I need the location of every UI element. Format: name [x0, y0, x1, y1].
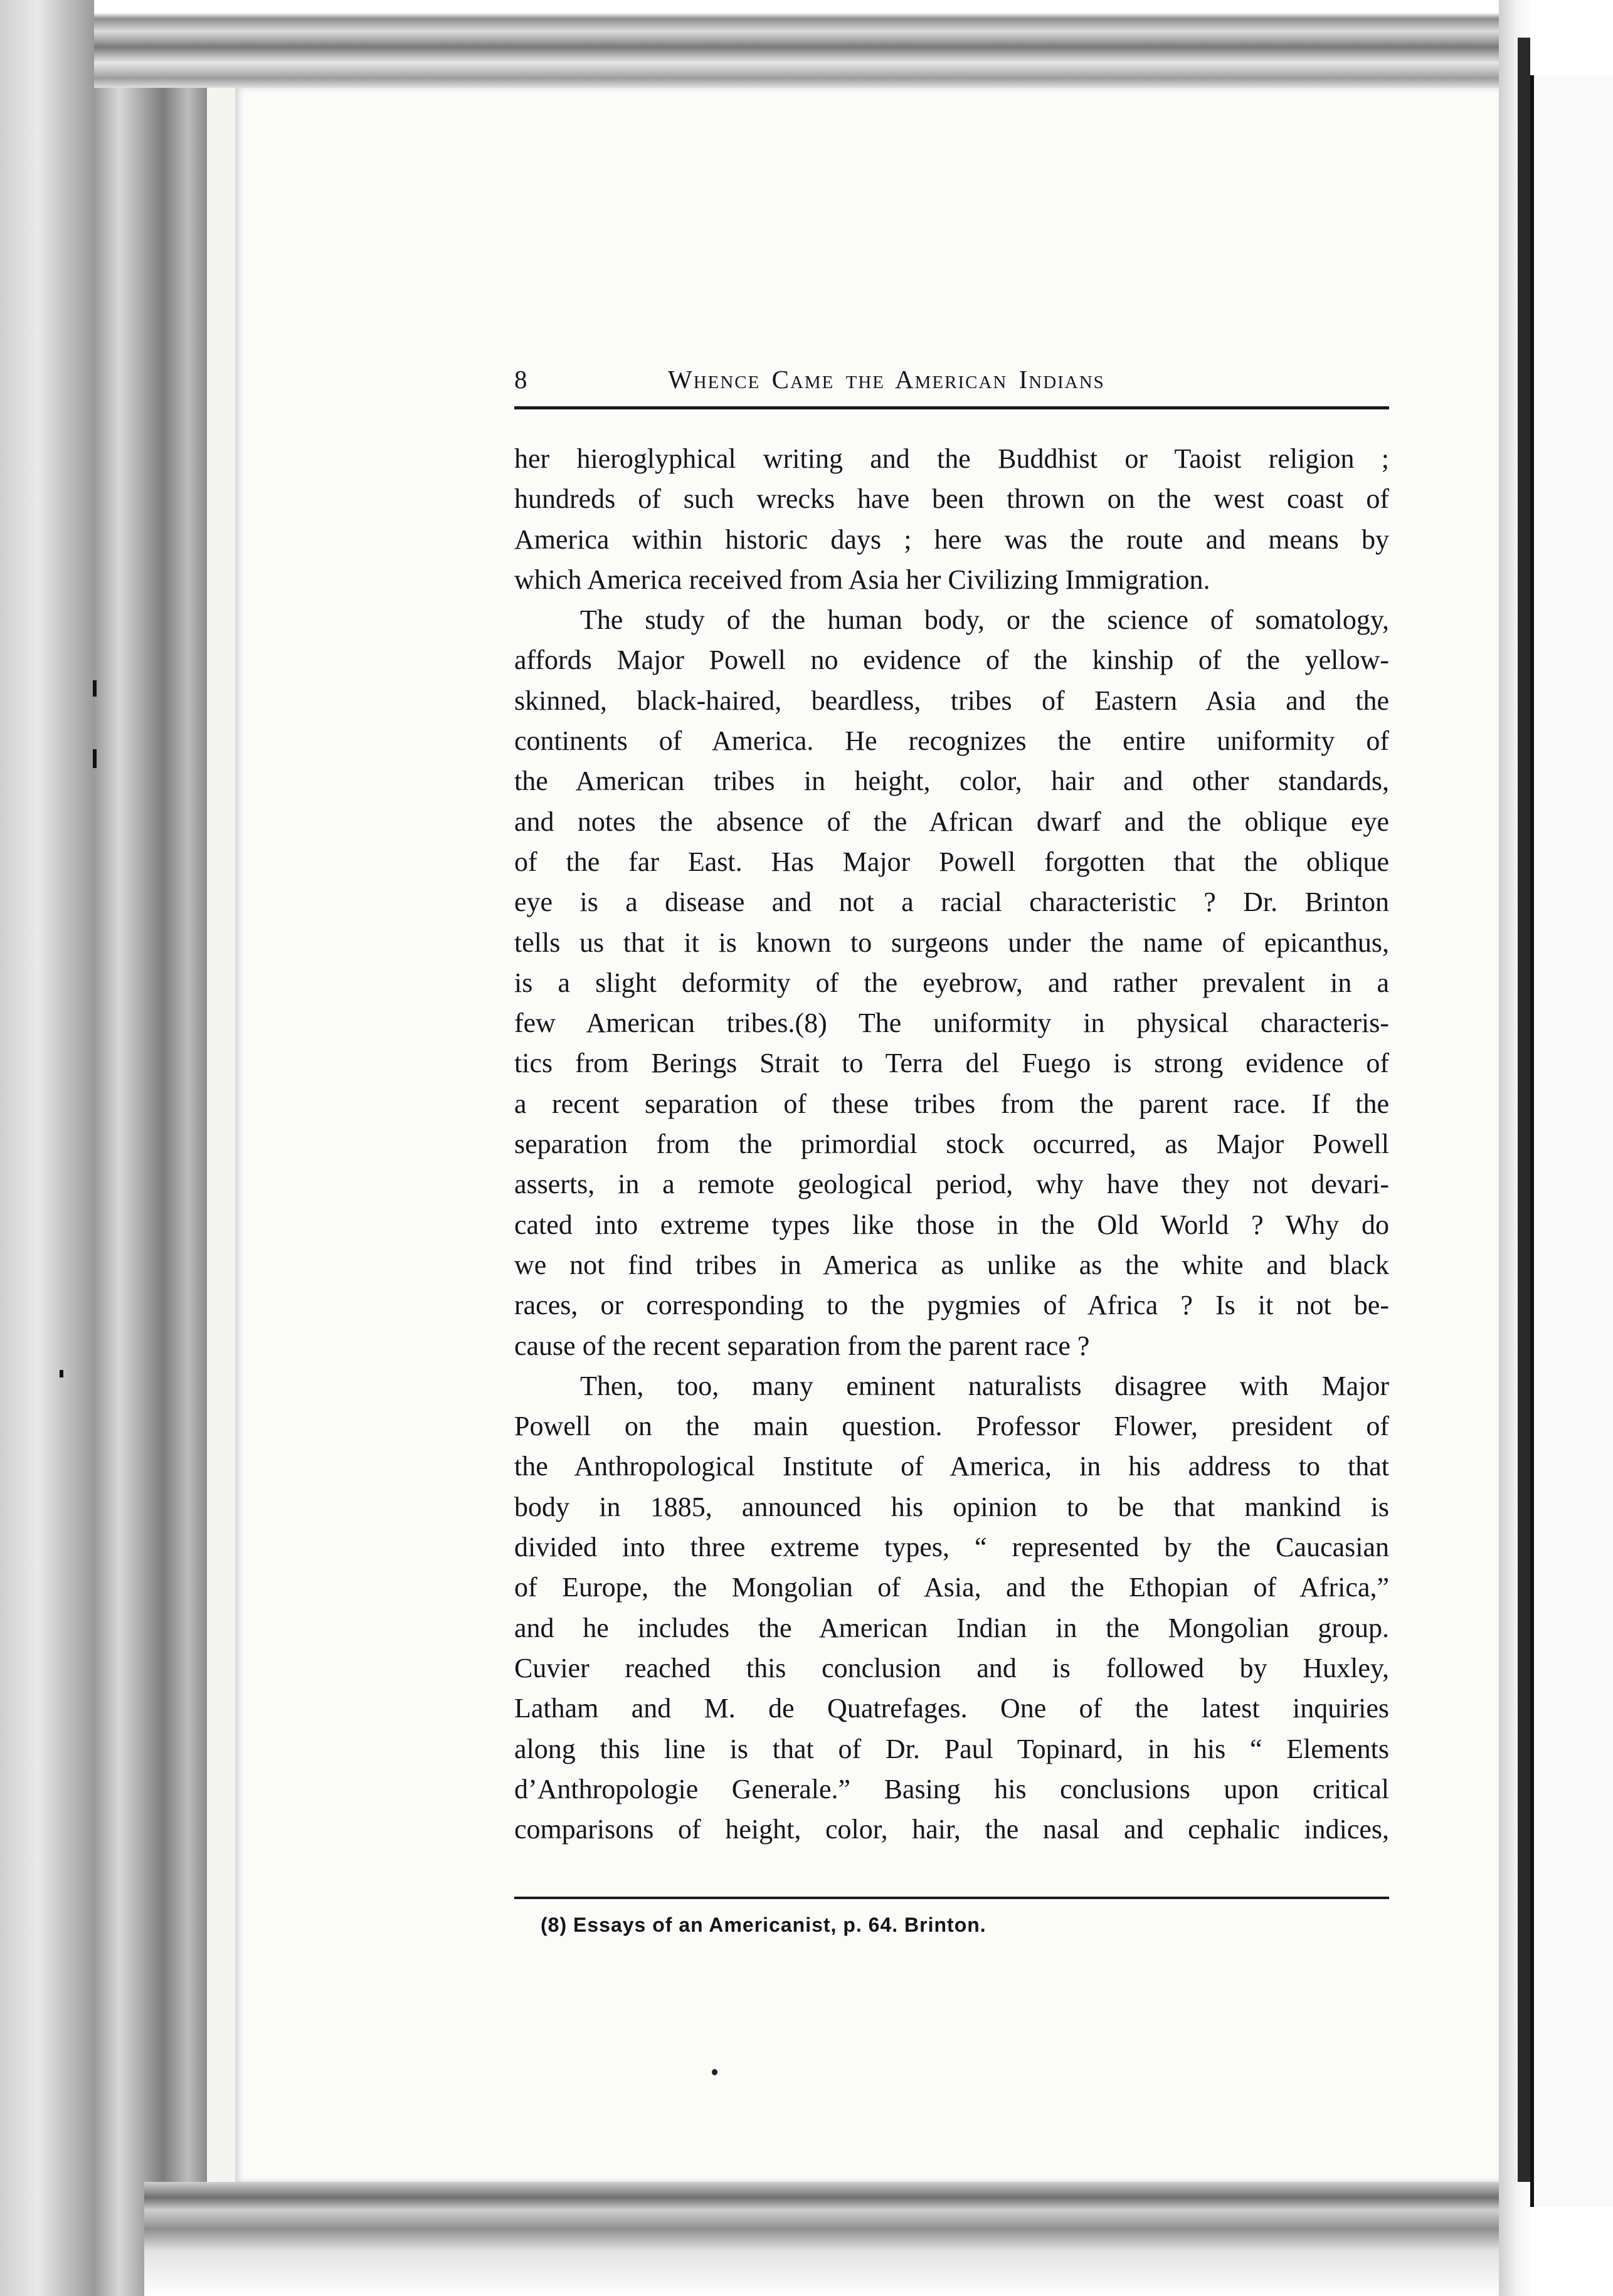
text-line: continents of America. He recognizes the entire uniformity of [514, 725, 1389, 757]
text-line: comparisons of height, color, hair, the nasal and cephalic indices, [514, 1814, 1389, 1845]
page-edge-shadow [1518, 38, 1530, 2182]
text-line: of Europe, the Mongolian of Asia, and the Ethopian of Africa,” [514, 1572, 1389, 1603]
text-line: races, or corresponding to the pygmies of Africa ? Is it not be- [514, 1290, 1389, 1321]
running-head [514, 354, 1389, 404]
text-line: Then, too, many eminent naturalists disagree with Major [580, 1370, 1389, 1401]
text-line: d’Anthropologie Generale.” Basing his conclusions upon critical [514, 1773, 1389, 1804]
text-line: tells us that it is known to surgeons under the name of epicanthus, [514, 927, 1389, 958]
body-text [514, 439, 1389, 1850]
top-page-edge [94, 0, 1518, 88]
margin-mark [60, 1370, 63, 1377]
text-line: along this line is that of Dr. Paul Topinard, in his “ Elements [514, 1733, 1389, 1764]
text-line: eye is a disease and not a racial characteristic ? Dr. Brinton [514, 887, 1389, 918]
header-rule [514, 406, 1389, 409]
text-line: hundreds of such wrecks have been thrown on the west coast of [514, 483, 1389, 515]
text-line: which America received from Asia her Civilizing Immigration. [514, 564, 1210, 595]
footnote: (8) Essays of an Americanist, p. 64. Brinton. [541, 1914, 986, 1936]
text-line: a recent separation of these tribes from the parent race. If the [514, 1088, 1389, 1119]
footnote-rule [514, 1897, 1389, 1899]
text-line: and notes the absence of the African dwarf and the oblique eye [514, 806, 1389, 837]
bottom-page-edge [144, 2182, 1499, 2296]
adjacent-page-edge [1530, 0, 1613, 2296]
margin-mark [93, 749, 97, 768]
book-binding-edge [0, 0, 207, 2296]
text-line: divided into three extreme types, “ represented by the Caucasian [514, 1532, 1389, 1563]
text-line: cated into extreme types like those in the Old World ? Why do [514, 1209, 1389, 1240]
text-line: Powell on the main question. Professor Flower, president of [514, 1411, 1389, 1442]
running-title: Whence Came the American Indians [668, 365, 1105, 394]
text-line: body in 1885, announced his opinion to be that mankind is [514, 1491, 1389, 1522]
text-line: few American tribes.(8) The uniformity in physical characteris- [514, 1008, 1389, 1039]
ink-speck [712, 2069, 717, 2075]
text-line: America within historic days ; here was the route and means by [514, 524, 1389, 555]
text-line: Cuvier reached this conclusion and is followed by Huxley, [514, 1652, 1389, 1683]
text-line: cause of the recent separation from the parent race ? [514, 1330, 1090, 1361]
page-number: 8 [514, 365, 527, 394]
text-line: of the far East. Has Major Powell forgotten that the oblique [514, 846, 1389, 877]
text-line: affords Major Powell no evidence of the kinship of the yellow- [514, 645, 1389, 676]
text-line: asserts, in a remote geological period, why have they not devari- [514, 1169, 1389, 1200]
text-line: separation from the primordial stock occurred, as Major Powell [514, 1129, 1389, 1160]
text-line: and he includes the American Indian in the Mongolian group. [514, 1612, 1389, 1643]
text-line: her hieroglyphical writing and the Buddhist or Taoist religion ; [514, 443, 1389, 474]
text-line: skinned, black-haired, beardless, tribes of Eastern Asia and the [514, 685, 1389, 716]
text-line: Latham and M. de Quatrefages. One of the latest inquiries [514, 1693, 1389, 1724]
text-line: is a slight deformity of the eyebrow, and rather prevalent in a [514, 967, 1389, 998]
text-line: tics from Berings Strait to Terra del Fuego is strong evidence of [514, 1048, 1389, 1079]
text-line: the Anthropological Institute of America, in his address to that [514, 1451, 1389, 1482]
text-line: The study of the human body, or the science of somatology, [580, 604, 1389, 636]
text-line: we not find tribes in America as unlike as the white and black [514, 1249, 1389, 1280]
margin-mark [93, 680, 97, 697]
text-line: the American tribes in height, color, hair and other standards, [514, 766, 1389, 797]
